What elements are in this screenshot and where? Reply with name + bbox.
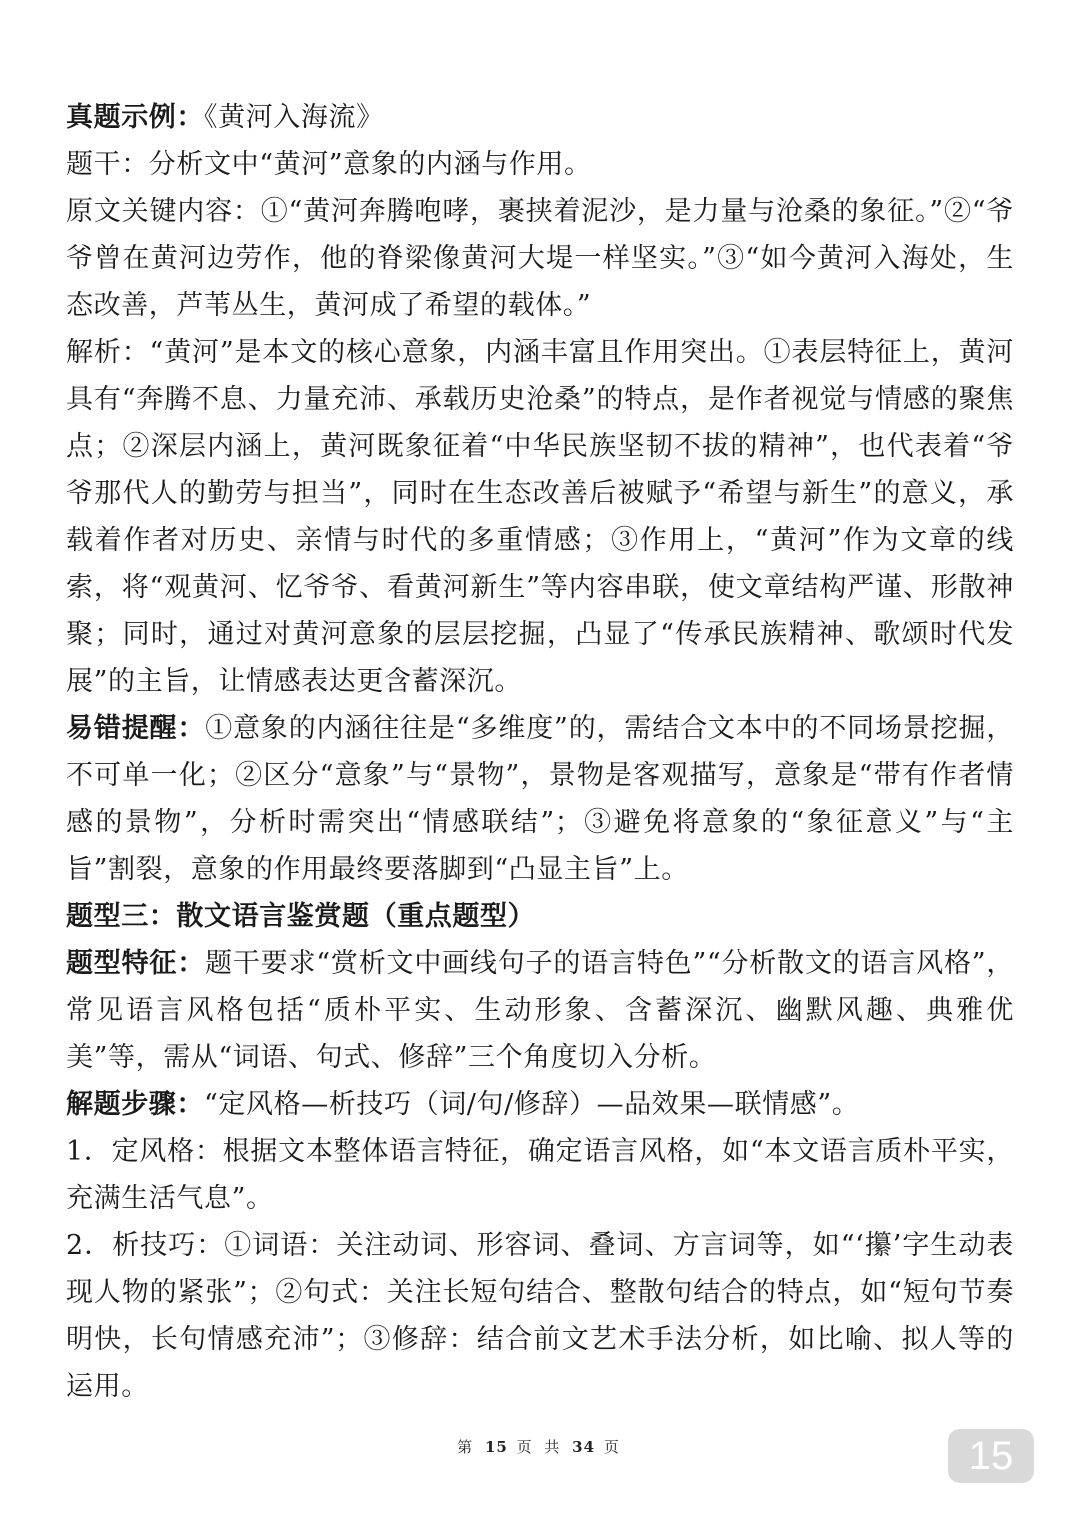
step2-paragraph: 2．析技巧：①词语：关注动词、形容词、叠词、方言词等，如“‘攥’字生动表现人物的紧张”；②句式：关注长短句结合、整散句结合的特点，如“短句节奏明快，长句情感充沛”；③修辞：结合前文艺术手法分析，如比喻、拟人等的运用。 bbox=[66, 1230, 1014, 1402]
example-label: 真题示例： bbox=[66, 102, 204, 133]
original-text-paragraph: 原文关键内容：①“黄河奔腾咆哮，裹挟着泥沙，是力量与沧桑的象征。”②“爷爷曾在黄河边劳作，他的脊梁像黄河大堤一样坚实。”③“如今黄河入海处，生态改善，芦苇丛生，黄河成了希望的载体。” bbox=[66, 196, 1014, 321]
warning-paragraph bbox=[66, 705, 1014, 893]
type3-label: 题型三：散文语言鉴赏题（重点题型） bbox=[66, 901, 536, 932]
analysis-paragraph: 解析：“黄河”是本文的核心意象，内涵丰富且作用突出。①表层特征上，黄河具有“奔腾不息、力量充沛、承载历史沧桑”的特点，是作者视觉与情感的聚焦点；②深层内涵上，黄河既象征着“中华民族坚韧不拔的精神”，也代表着“爷爷那代人的勤劳与担当”，同时在生态改善后被赋予“希望与新生”的意义，承载着作者对历史、亲情与时代的多重情感；③作用上，“黄河”作为文章的线索，将“观黄河、忆爷爷、看黄河新生”等内容串联，使文章结构严谨、形散神聚；同时，通过对黄河意象的层层挖掘，凸显了“传承民族精神、歌颂时代发展”的主旨，让情感表达更含蓄深沉。 bbox=[66, 337, 1014, 697]
example-title: 《黄河入海流》 bbox=[204, 102, 384, 133]
footer-current-page: 15 bbox=[484, 1438, 508, 1456]
footer-suffix: 页 bbox=[603, 1438, 623, 1456]
steps-label: 解题步骤： bbox=[66, 1089, 204, 1120]
features-label: 题型特征： bbox=[66, 948, 206, 979]
page-number-badge: 15 bbox=[948, 1429, 1034, 1483]
step1-paragraph: 1．定风格：根据文本整体语言特征，确定语言风格，如“本文语言质朴平实，充满生活气息”。 bbox=[66, 1136, 1014, 1214]
features-text: 题干要求“赏析文中画线句子的语言特色”“分析散文的语言风格”，常见语言风格包括“质朴平实、生动形象、含蓄深沉、幽默风趣、典雅优美”等，需从“词语、句式、修辞”三个角度切入分析。 bbox=[66, 948, 1015, 1073]
warning-text: ①意象的内涵往往是“多维度”的，需结合文本中的不同场景挖掘，不可单一化；②区分“意象”与“景物”，景物是客观描写，意象是“带有作者情感的景物”，分析时需突出“情感联结”；③避免将意象的“象征意义”与“主旨”割裂，意象的作用最终要落脚到“凸显主旨”上。 bbox=[66, 713, 1014, 885]
steps-text: “定风格—析技巧（词/句/修辞）—品效果—联情感”。 bbox=[204, 1089, 860, 1120]
footer-total-pages: 34 bbox=[572, 1438, 596, 1456]
document-body bbox=[66, 94, 1014, 1410]
stem-paragraph: 题干：分析文中“黄河”意象的内涵与作用。 bbox=[66, 149, 592, 180]
features-paragraph bbox=[66, 940, 1014, 1081]
footer-middle: 页 共 bbox=[516, 1438, 564, 1456]
example-paragraph bbox=[66, 94, 1014, 141]
warning-label: 易错提醒： bbox=[66, 713, 206, 744]
page-footer bbox=[0, 1436, 1080, 1457]
steps-paragraph bbox=[66, 1081, 1014, 1128]
type3-heading bbox=[66, 893, 1014, 940]
footer-prefix: 第 bbox=[457, 1438, 477, 1456]
